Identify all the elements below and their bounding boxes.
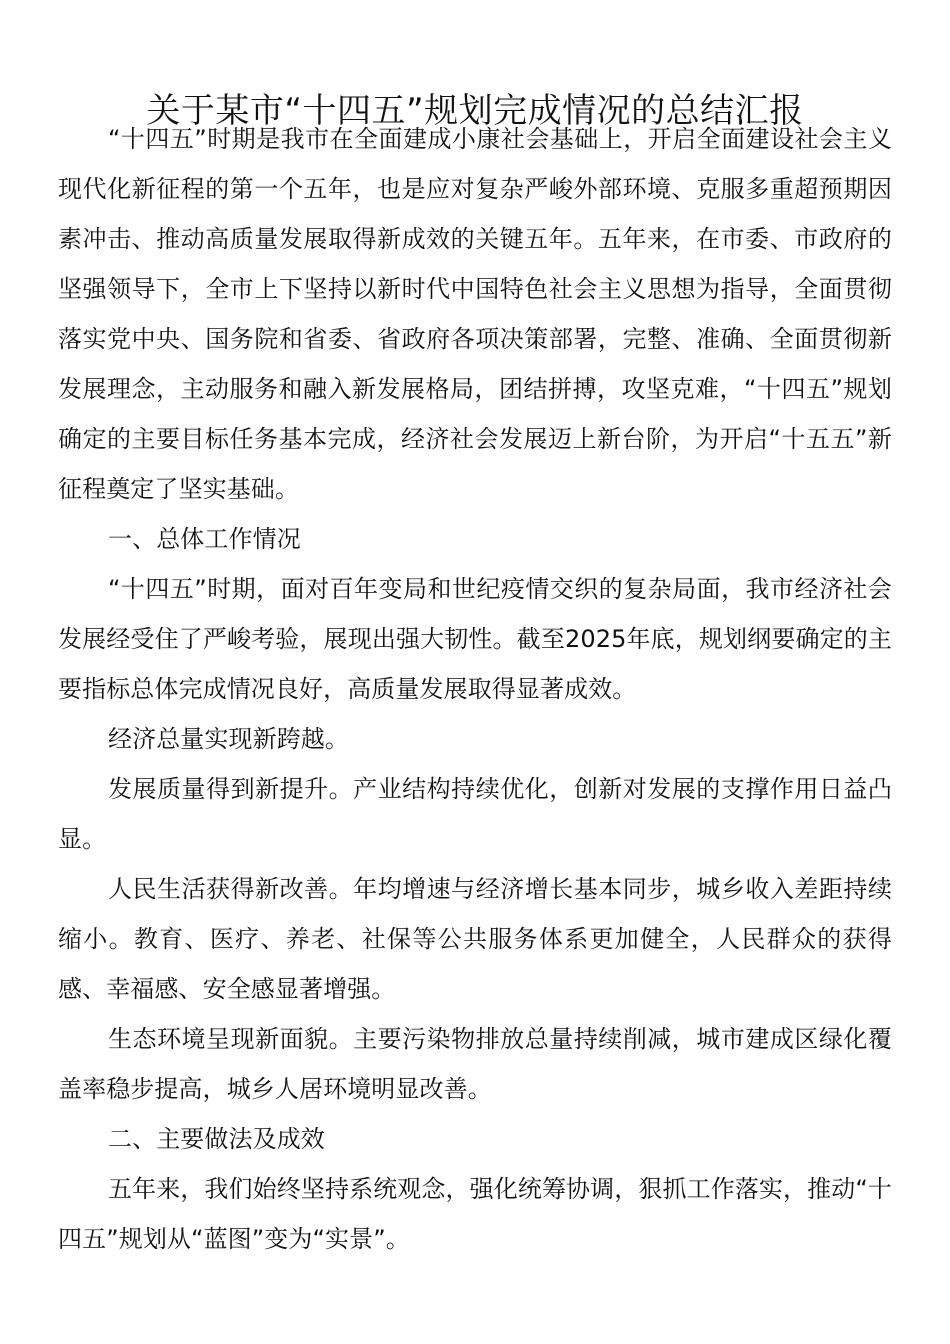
section-heading-overall-work: 一、总体工作情况 — [108, 525, 301, 553]
document-body — [58, 114, 892, 1264]
overall-work-paragraph: “十四五”时期，面对百年变局和世纪疫情交织的复杂局面，我市经济社会发展经受住了严峻考验，展现出强大韧性。截至2025年底，规划纲要确定的主要指标总体完成情况良好，高质量发展取得显著成效。 — [58, 575, 892, 703]
economy-total-paragraph: 经济总量实现新跨越。 — [108, 725, 349, 753]
section-heading-main-measures: 二、主要做法及成效 — [108, 1125, 325, 1153]
intro-paragraph: “十四五”时期是我市在全面建成小康社会基础上，开启全面建设社会主义现代化新征程的第一个五年，也是应对复杂严峻外部环境、克服多重超预期因素冲击、推动高质量发展取得新成效的关键五年。五年来，在市委、市政府的坚强领导下，全市上下坚持以新时代中国特色社会主义思想为指导，全面贯彻落实党中央、国务院和省委、省政府各项决策部署，完整、准确、全面贯彻新发展理念，主动服务和融入新发展格局，团结拼搏，攻坚克难，“十四五”规划确定的主要目标任务基本完成，经济社会发展迈上新台阶，为开启“十五五”新征程奠定了坚实基础。 — [58, 125, 892, 503]
development-quality-paragraph: 发展质量得到新提升。产业结构持续优化，创新对发展的支撑作用日益凸显。 — [58, 775, 892, 853]
document-title: 关于某市“十四五”规划完成情况的总结汇报 — [146, 90, 804, 131]
people-life-paragraph: 人民生活获得新改善。年均增速与经济增长基本同步，城乡收入差距持续缩小。教育、医疗、养老、社保等公共服务体系更加健全，人民群众的获得感、幸福感、安全感显著增强。 — [58, 875, 892, 1003]
ecology-paragraph: 生态环境呈现新面貌。主要污染物排放总量持续削减，城市建成区绿化覆盖率稳步提高，城乡人居环境明显改善。 — [58, 1025, 892, 1103]
main-measures-paragraph: 五年来，我们始终坚持系统观念，强化统筹协调，狠抓工作落实，推动“十四五”规划从“蓝图”变为“实景”。 — [58, 1175, 892, 1253]
